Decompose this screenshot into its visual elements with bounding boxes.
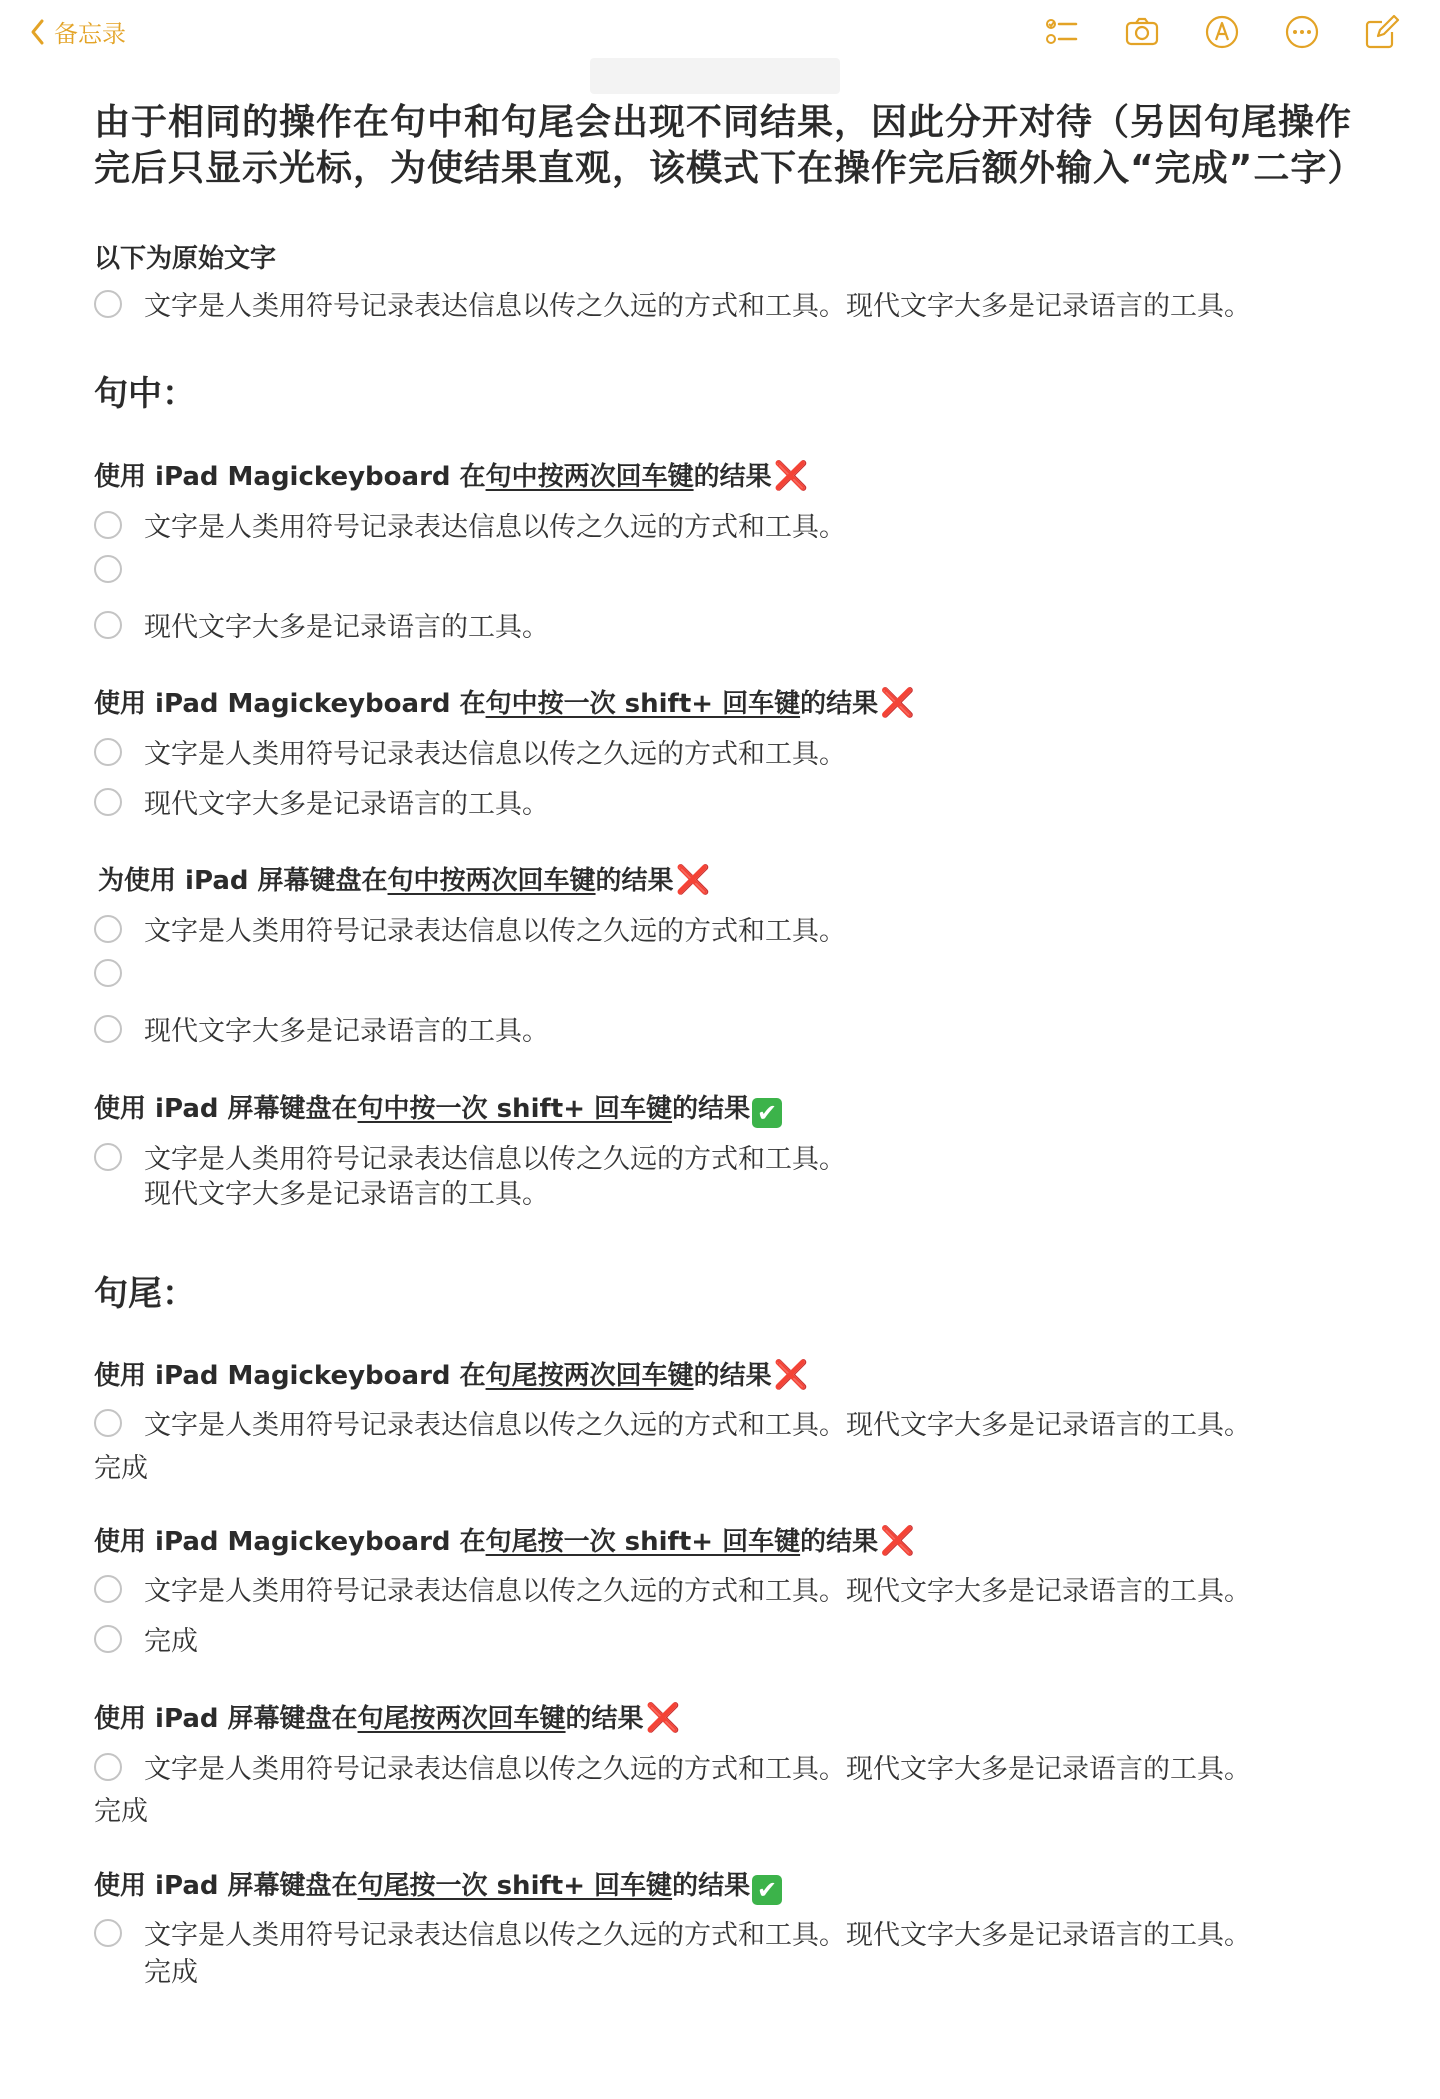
list-item [94, 1009, 549, 1048]
heading-prefix: 使用 iPad Magickeyboard 在 [94, 1361, 486, 1391]
list-item [94, 1747, 1251, 1786]
cross-icon: ❌ [675, 863, 711, 896]
heading-2 [94, 683, 915, 720]
item-text: 完成 [144, 1626, 198, 1657]
heading-suffix: 的结果 [800, 1527, 879, 1557]
section-end: 句尾： [94, 1274, 196, 1314]
cross-icon: ❌ [880, 1524, 915, 1557]
heading-prefix: 为使用 iPad 屏幕键盘在 [98, 866, 388, 896]
heading-5 [94, 1355, 808, 1392]
item-text: 文字是人类用符号记录表达信息以传之久远的方式和工具。 [144, 739, 846, 770]
list-item [94, 284, 1251, 323]
heading-underlined: 句尾按一次 shift+ 回车键 [485, 1527, 801, 1557]
toolbar [1022, 12, 1422, 52]
item-text: 文字是人类用符号记录表达信息以传之久远的方式和工具。现代文字大多是记录语言的工具。 [144, 291, 1251, 322]
heading-8 [94, 1865, 782, 1905]
checklist-circle[interactable] [94, 511, 122, 539]
cross-icon: ❌ [880, 686, 915, 719]
compose-button[interactable] [1342, 12, 1422, 52]
item-text: 文字是人类用符号记录表达信息以传之久远的方式和工具。 [144, 1144, 846, 1175]
heading-suffix: 的结果 [595, 866, 674, 896]
item-text: 文字是人类用符号记录表达信息以传之久远的方式和工具。现代文字大多是记录语言的工具。 [144, 1920, 1251, 1951]
check-icon: ✔ [752, 1098, 782, 1128]
item-text: 文字是人类用符号记录表达信息以传之久远的方式和工具。现代文字大多是记录语言的工具。 [144, 1754, 1251, 1785]
item-text: 现代文字大多是记录语言的工具。 [144, 789, 549, 820]
plain-text: 完成 [94, 1796, 148, 1827]
list-item [94, 1913, 1251, 1952]
checklist-circle[interactable] [94, 1015, 122, 1043]
heading-7 [94, 1698, 680, 1735]
checklist-circle[interactable] [94, 738, 122, 766]
checklist-icon [1044, 14, 1080, 50]
list-item [94, 505, 846, 544]
heading-underlined: 句中按两次回车键 [387, 866, 596, 896]
check-icon: ✔ [752, 1875, 782, 1905]
heading-4 [94, 1088, 782, 1128]
heading-suffix: 的结果 [672, 1094, 751, 1124]
heading-prefix: 使用 iPad Magickeyboard 在 [94, 462, 486, 492]
checklist-circle[interactable] [94, 788, 122, 816]
cross-icon: ❌ [645, 1701, 681, 1734]
heading-underlined: 句中按一次 shift+ 回车键 [357, 1094, 673, 1124]
checklist-circle[interactable] [94, 1753, 122, 1781]
cross-icon: ❌ [773, 1358, 809, 1391]
plain-text: 完成 [94, 1453, 148, 1484]
list-item-empty [94, 959, 144, 987]
heading-suffix: 的结果 [693, 462, 772, 492]
heading-suffix: 的结果 [672, 1871, 751, 1901]
list-item [94, 1619, 198, 1658]
item-text-continuation: 现代文字大多是记录语言的工具。 [144, 1179, 549, 1210]
title-line-2: 完后只显示光标，为使结果直观，该模式下在操作完后额外输入“完成”二字） [94, 148, 1365, 189]
heading-prefix: 使用 iPad Magickeyboard 在 [94, 1527, 486, 1557]
checklist-circle[interactable] [94, 1625, 122, 1653]
title-line-1: 由于相同的操作在句中和句尾会出现不同结果，因此分开对待（另因句尾操作 [94, 102, 1353, 143]
checklist-circle[interactable] [94, 611, 122, 639]
list-item-empty [94, 555, 144, 583]
list-item [94, 1403, 1251, 1442]
checklist-circle[interactable] [94, 1409, 122, 1437]
heading-underlined: 句中按一次 shift+ 回车键 [485, 689, 801, 719]
checklist-circle[interactable] [94, 915, 122, 943]
heading-prefix: 使用 iPad Magickeyboard 在 [94, 689, 486, 719]
back-button[interactable] [28, 14, 126, 49]
more-icon [1284, 14, 1320, 50]
heading-suffix: 的结果 [800, 689, 879, 719]
item-text: 文字是人类用符号记录表达信息以传之久远的方式和工具。现代文字大多是记录语言的工具。 [144, 1410, 1251, 1441]
heading-prefix: 使用 iPad 屏幕键盘在 [94, 1871, 358, 1901]
heading-suffix: 的结果 [693, 1361, 772, 1391]
heading-6 [94, 1521, 915, 1558]
checklist-button[interactable] [1022, 12, 1102, 52]
markup-button[interactable] [1182, 12, 1262, 52]
camera-button[interactable] [1102, 12, 1182, 52]
list-item [94, 605, 549, 644]
item-text: 文字是人类用符号记录表达信息以传之久远的方式和工具。 [144, 512, 846, 543]
heading-underlined: 句尾按两次回车键 [357, 1704, 566, 1734]
item-text: 文字是人类用符号记录表达信息以传之久远的方式和工具。现代文字大多是记录语言的工具。 [144, 1576, 1251, 1607]
markup-icon [1204, 14, 1240, 50]
heading-suffix: 的结果 [565, 1704, 644, 1734]
list-item [94, 1137, 846, 1176]
checklist-circle[interactable] [94, 959, 122, 987]
item-text: 现代文字大多是记录语言的工具。 [144, 1016, 549, 1047]
heading-prefix: 使用 iPad 屏幕键盘在 [94, 1704, 358, 1734]
checklist-circle[interactable] [94, 1575, 122, 1603]
checklist-circle[interactable] [94, 1919, 122, 1947]
heading-underlined: 句尾按一次 shift+ 回车键 [357, 1871, 673, 1901]
chevron-left-icon [28, 17, 48, 47]
cross-icon: ❌ [773, 459, 809, 492]
list-item [94, 909, 846, 948]
redacted-bar [590, 58, 840, 94]
list-item [94, 732, 846, 771]
item-text-continuation: 完成 [144, 1957, 198, 1988]
checklist-circle[interactable] [94, 290, 122, 318]
checklist-circle[interactable] [94, 555, 122, 583]
heading-prefix: 使用 iPad 屏幕键盘在 [94, 1094, 358, 1124]
item-text: 现代文字大多是记录语言的工具。 [144, 612, 549, 643]
note-title [94, 100, 1374, 192]
back-label: 备忘录 [54, 20, 126, 48]
original-label: 以下为原始文字 [94, 244, 277, 274]
item-text: 文字是人类用符号记录表达信息以传之久远的方式和工具。 [144, 916, 846, 947]
heading-underlined: 句中按两次回车键 [485, 462, 694, 492]
compose-icon [1364, 14, 1400, 50]
section-mid: 句中： [94, 374, 196, 414]
list-item [94, 782, 549, 821]
checklist-circle[interactable] [94, 1143, 122, 1171]
camera-icon [1124, 14, 1160, 50]
list-item [94, 1569, 1251, 1608]
more-button[interactable] [1262, 12, 1342, 52]
heading-3 [98, 860, 710, 897]
heading-1 [94, 456, 808, 493]
heading-underlined: 句尾按两次回车键 [485, 1361, 694, 1391]
